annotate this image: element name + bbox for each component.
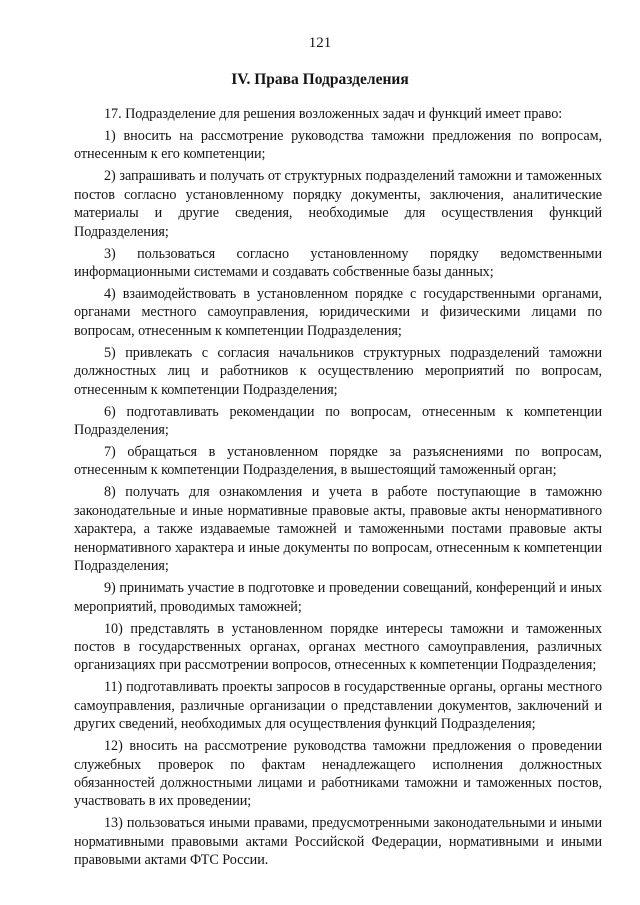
list-item: 5) привлекать с согласия начальников структурных подразделений таможни должностных лиц и работников к осуществлению мероприятий по вопросам, отнесенным к компетенции Подразделения;	[74, 344, 602, 398]
list-item: 6) подготавливать рекомендации по вопросам, отнесенным к компетенции Подразделения;	[74, 403, 602, 439]
list-item: 2) запрашивать и получать от структурных подразделений таможни и таможенных постов согласно установленному порядку документы, заключения, аналитические материалы и другие сведения, необходимые для осуществления функций Подразделения;	[74, 168, 602, 240]
list-item: 10) представлять в установленном порядке интересы таможни и таможенных постов в государственных органах, органах местного самоуправления, различных организациях при рассмотрении вопросов, отнесенных к компетенции Подразделения;	[74, 620, 602, 674]
list-item: 13) пользоваться иными правами, предусмотренными законодательными и иными нормативными правовыми актами Российской Федерации, нормативными и иными правовыми актами ФТС России.	[74, 815, 602, 869]
list-item: 3) пользоваться согласно установленному порядку ведомственными информационными системами и создавать собственные базы данных;	[74, 245, 602, 281]
list-item: 4) взаимодействовать в установленном порядке с государственными органами, органами местного самоуправления, юридическими и физическими лицами по вопросам, отнесенным к компетенции Подразделения;	[74, 286, 602, 339]
list-item: 11) подготавливать проекты запросов в государственные органы, органы местного самоуправления, различные организации о представлении документов, заключений и других сведений, необходимых для осуществления функций Подразделения;	[74, 679, 602, 733]
page-number: 121	[308, 35, 332, 51]
list-item: 9) принимать участие в подготовке и проведении совещаний, конференций и иных мероприятий, проводимых таможней;	[74, 580, 602, 615]
document-body	[74, 105, 602, 873]
list-item: 8) получать для ознакомления и учета в работе поступающие в таможню законодательные и иные нормативные правовые акты, правовые акты ненормативного характера, а также издаваемые таможней и таможенными постами правовые акты ненормативного характера и иные документы по вопросам, отнесенным к компетенции Подразделения;	[74, 484, 602, 575]
list-item: 1) вносить на рассмотрение руководства таможни предложения по вопросам, отнесенным к его компетенции;	[74, 128, 602, 163]
paragraph-intro: 17. Подразделение для решения возложенных задач и функций имеет право:	[104, 106, 563, 122]
list-item: 12) вносить на рассмотрение руководства таможни предложения о проведении служебных проверок по фактам ненадлежащего исполнения должностных обязанностей должностными лицами и работниками таможни и таможенных постов, участвовать в их проведении;	[74, 738, 602, 810]
list-item: 7) обращаться в установленном порядке за разъяснениями по вопросам, отнесенным к компетенции Подразделения, в вышестоящий таможенный орган;	[74, 444, 602, 479]
section-title: IV. Права Подразделения	[231, 71, 409, 88]
